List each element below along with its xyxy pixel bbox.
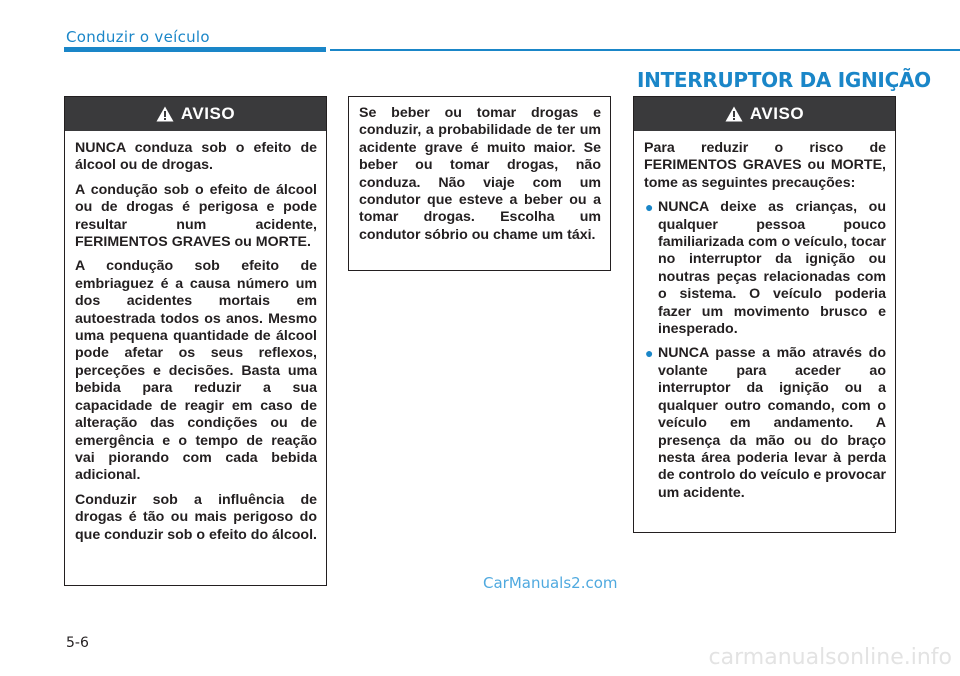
warning-paragraph: Se beber ou tomar drogas e conduzir, a probabilidade de ter um acidente grave é muito maior. Se beber ou tomar drogas, não conduza. Não viaje com um condutor que esteve a beber ou a tomar drogas. Escolha um condutor sóbrio ou chame um táxi. xyxy=(359,105,601,243)
warning-paragraph: A condução sob o efeito de álcool ou de drogas é perigosa e pode resultar num acidente, FERIMENTOS GRAVES ou MORTE. xyxy=(75,181,317,251)
page-heading: INTERRUPTOR DA IGNIÇÃO xyxy=(637,68,931,92)
warning-body xyxy=(634,131,895,510)
page-number: 5-6 xyxy=(66,635,89,651)
header-rule-thick xyxy=(64,47,326,52)
bullet-icon: ● xyxy=(645,199,654,216)
warning-intro: Para reduzir o risco de FERIMENTOS GRAVES ou MORTE, tome as seguintes precauções: xyxy=(644,140,886,191)
warning-box-left xyxy=(64,96,327,586)
warning-paragraph: Conduzir sob a influência de drogas é tão ou mais perigoso do que conduzir sob o efeito do álcool. xyxy=(75,491,317,543)
warning-body xyxy=(65,100,326,552)
warning-paragraph: NUNCA conduza sob o efeito de álcool ou de drogas. xyxy=(75,140,317,174)
warning-box-right xyxy=(633,96,896,533)
section-label: Conduzir o veículo xyxy=(66,28,210,46)
warning-triangle-icon xyxy=(725,106,743,122)
warning-body xyxy=(349,97,610,252)
warning-paragraph: A condução sob efeito de embriaguez é a causa número um dos acidentes mortais em autoestrada todos os anos. Mesmo uma pequena quantidade de álcool pode afetar os seus reflexos, perceções e decisões. Basta uma bebida para reduzir a sua capacidade de reagir em caso de alteração das condições ou de emergência e o tempo de reação vai piorando com cada bebida adicional. xyxy=(75,258,317,484)
warning-bullet-list xyxy=(644,199,886,502)
warning-label: AVISO xyxy=(749,104,805,123)
bullet-icon: ● xyxy=(645,345,654,362)
warning-header xyxy=(634,97,895,131)
bullet-text: NUNCA deixe as crianças, ou qualquer pessoa pouco familiarizada com o veículo, tocar no interruptor da ignição ou noutras peças relacionadas com o sistema. O veículo poderia fazer um movimento brusco e inesperado. xyxy=(658,199,886,338)
warning-triangle-icon xyxy=(156,106,174,122)
watermark-link[interactable]: CarManuals2.com xyxy=(483,574,618,592)
list-item xyxy=(644,345,886,502)
header-rule-thin xyxy=(330,49,960,51)
warning-continuation-box xyxy=(348,96,611,271)
list-item xyxy=(644,199,886,338)
bullet-text: NUNCA passe a mão através do volante para aceder ao interruptor da ignição ou a qualquer outro comando, com o veículo em andamento. A presença da mão ou do braço nesta área poderia levar à perda de controlo do veículo e provocar um acidente. xyxy=(658,345,886,501)
footer-watermark: carmanualsonline.info xyxy=(708,645,952,670)
warning-label: AVISO xyxy=(180,104,236,123)
